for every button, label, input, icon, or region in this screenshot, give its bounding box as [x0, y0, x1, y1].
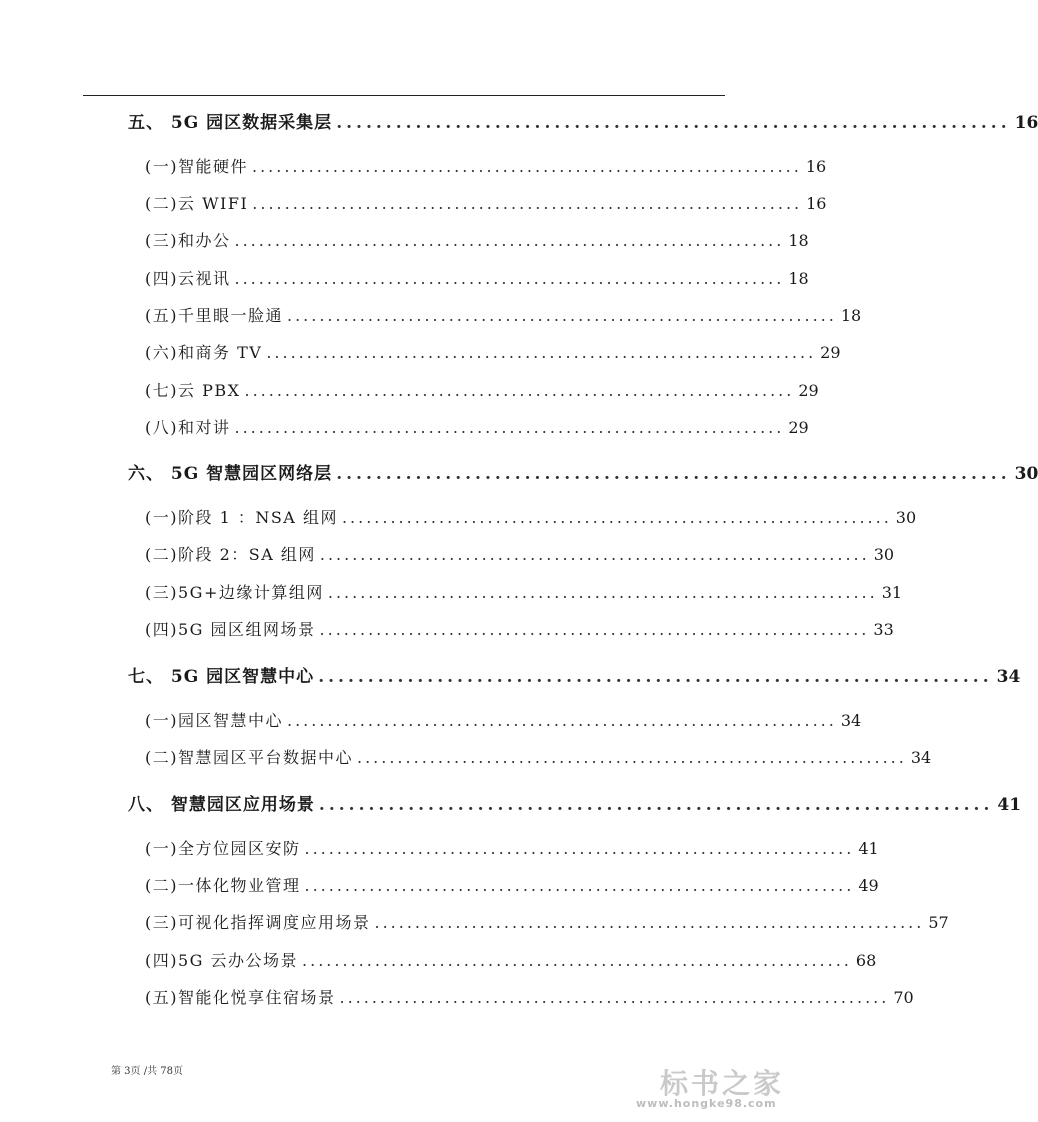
- toc-item[interactable]: [145, 580, 903, 603]
- toc-leader: ....................................................................: [234, 418, 785, 437]
- toc-page-number: 57: [928, 913, 949, 932]
- toc-item[interactable]: [145, 415, 809, 438]
- toc-label: (一)阶段 1 ：NSA 组网: [145, 508, 338, 527]
- toc-leader: ....................................................................: [319, 545, 870, 564]
- toc-leader: ....................................................................: [357, 748, 907, 767]
- toc-item[interactable]: [145, 542, 895, 565]
- toc-page-number: 16: [805, 157, 827, 176]
- toc-page-number: 41: [858, 839, 879, 858]
- toc-leader: ....................................................................: [318, 667, 993, 687]
- toc-label: (三)5G+边缘计算组网: [145, 583, 324, 602]
- toc-page-number: 31: [881, 583, 903, 602]
- toc-item[interactable]: [145, 910, 949, 933]
- toc-leader: ....................................................................: [252, 194, 803, 213]
- toc-label: 七、 5G 园区智慧中心: [128, 667, 315, 687]
- toc-section[interactable]: [128, 662, 1021, 687]
- toc-label: (七)云 PBX: [145, 381, 241, 400]
- toc-label: (五)智能化悦享住宿场景: [145, 988, 336, 1007]
- toc-label: (一)智能硬件: [145, 157, 248, 176]
- toc-item[interactable]: [145, 303, 862, 326]
- toc-item[interactable]: [145, 154, 827, 177]
- toc-page-number: 70: [893, 988, 914, 1007]
- toc-leader: ....................................................................: [336, 464, 1011, 484]
- toc-leader: ....................................................................: [302, 951, 852, 970]
- toc-item[interactable]: [145, 985, 914, 1008]
- toc-label: (二)云 WIFI: [145, 194, 249, 213]
- toc-leader: ....................................................................: [327, 583, 878, 602]
- toc-page-number: 29: [820, 343, 841, 362]
- toc-section[interactable]: [128, 790, 1022, 815]
- toc-page-number: 34: [840, 711, 862, 730]
- toc-page-number: 41: [997, 795, 1022, 815]
- toc-page-number: 30: [873, 545, 895, 564]
- toc-leader: ....................................................................: [304, 876, 855, 895]
- toc-leader: ....................................................................: [244, 381, 795, 400]
- toc-section[interactable]: [128, 459, 1038, 484]
- toc-leader: ....................................................................: [252, 157, 802, 176]
- toc-item[interactable]: [145, 708, 862, 731]
- toc-page-number: 34: [996, 667, 1021, 687]
- toc-label: 六、 5G 智慧园区网络层: [128, 464, 333, 484]
- toc-label: (二)智慧园区平台数据中心: [145, 748, 353, 767]
- logo-url: www.hongke98.com: [636, 1097, 777, 1110]
- toc-section[interactable]: [128, 108, 1038, 133]
- toc-leader: ....................................................................: [234, 231, 785, 250]
- toc-page-number: 16: [806, 194, 827, 213]
- toc-leader: ....................................................................: [234, 269, 785, 288]
- toc-label: (四)5G 园区组网场景: [145, 620, 316, 639]
- toc-leader: ....................................................................: [341, 508, 892, 527]
- toc-page-number: 29: [788, 418, 809, 437]
- toc-item[interactable]: [145, 745, 932, 768]
- toc-leader: ....................................................................: [339, 988, 890, 1007]
- toc-leader: ....................................................................: [304, 839, 855, 858]
- logo-name: 标书之家: [660, 1067, 785, 1100]
- toc-item[interactable]: [145, 873, 879, 896]
- toc-page-number: 34: [910, 748, 932, 767]
- toc-page-number: 49: [858, 876, 879, 895]
- toc-label: (二)一体化物业管理: [145, 876, 301, 895]
- toc-leader: ....................................................................: [318, 795, 994, 815]
- toc-label: (四)5G 云办公场景: [145, 951, 299, 970]
- toc-leader: ....................................................................: [319, 620, 870, 639]
- toc-label: (四)云视讯: [145, 269, 231, 288]
- toc-label: (八)和对讲: [145, 418, 231, 437]
- toc-page-number: 29: [798, 381, 819, 400]
- toc-page-number: 68: [855, 951, 877, 970]
- toc-label: 八、 智慧园区应用场景: [128, 795, 315, 815]
- toc-page-number: 16: [1014, 113, 1038, 133]
- toc-label: (三)和办公: [145, 231, 231, 250]
- toc-item[interactable]: [145, 340, 841, 363]
- toc-item[interactable]: [145, 948, 877, 971]
- toc-leader: ....................................................................: [287, 711, 837, 730]
- toc-leader: ....................................................................: [374, 913, 925, 932]
- toc-label: 五、 5G 园区数据采集层: [128, 113, 333, 133]
- toc-page-number: 18: [788, 231, 809, 250]
- toc-page-number: 18: [840, 306, 862, 325]
- toc-item[interactable]: [145, 617, 894, 640]
- toc-label: (二)阶段 2：SA 组网: [145, 545, 316, 564]
- toc-leader: ....................................................................: [266, 343, 817, 362]
- header-rule: [83, 95, 725, 96]
- toc-item[interactable]: [145, 266, 809, 289]
- toc-item[interactable]: [145, 378, 819, 401]
- toc-label: (三)可视化指挥调度应用场景: [145, 913, 371, 932]
- toc-item[interactable]: [145, 505, 917, 528]
- page-number-footer: 第 3页 /共 78页: [111, 1066, 183, 1077]
- toc-item[interactable]: [145, 836, 879, 859]
- toc-label: (五)千里眼一脸通: [145, 306, 283, 325]
- toc-label: (一)全方位园区安防: [145, 839, 301, 858]
- watermark-logo: [636, 1062, 786, 1112]
- toc-item[interactable]: [145, 228, 809, 251]
- toc-page-number: 30: [1014, 464, 1038, 484]
- toc-item[interactable]: [145, 191, 827, 214]
- toc-leader: ....................................................................: [287, 306, 837, 325]
- toc-leader: ....................................................................: [336, 113, 1011, 133]
- toc-page-number: 33: [873, 620, 894, 639]
- toc-label: (一)园区智慧中心: [145, 711, 283, 730]
- toc-label: (六)和商务 TV: [145, 343, 263, 362]
- toc-page-number: 18: [788, 269, 809, 288]
- toc-page-number: 30: [895, 508, 917, 527]
